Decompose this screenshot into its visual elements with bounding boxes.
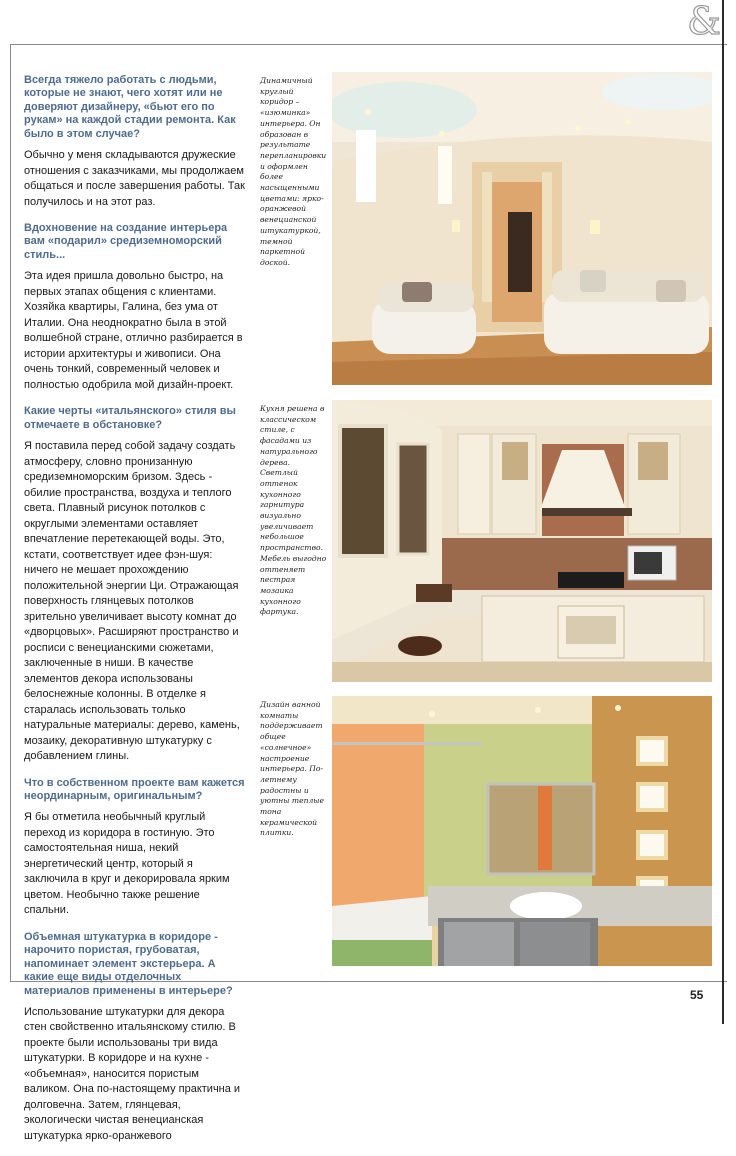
- question: Какие черты «итальянского» стиля вы отмечаете в обстановке?: [24, 405, 236, 431]
- question: Объемная штукатурка в коридоре - нарочито пористая, грубоватая, напоминает элемент экстерьера. А какие еще виды отделочных материалов применены в интерьере?: [24, 930, 233, 997]
- interview-column: [24, 74, 246, 1156]
- question: Вдохновение на создание интерьера вам «подарил» средиземноморский стиль...: [24, 222, 228, 261]
- kitchen-photo: [332, 400, 712, 682]
- bathroom-photo: [332, 696, 712, 966]
- qa-block: [24, 405, 246, 764]
- living-room-photo: [332, 72, 712, 385]
- answer: Эта идея пришла довольно быстро, на первых этапах общения с клиентами. Хозяйка квартиры, Галина, без ума от Италии. Она неоднократно была в этой волшебной стране, отлично разбирается в истории архитектуры и живописи. Она очень тонкий, современный человек и полностью одобрила мой дизайн-проект.: [24, 270, 243, 391]
- qa-block: [24, 74, 246, 210]
- ampersand-logo: &: [687, 0, 721, 43]
- page-number: 55: [690, 988, 704, 1002]
- photo-caption-bathroom: Дизайн ванной комнаты поддерживает общее «солнечное» настроение интерьера. По-летнему радостны и уютны теплые тона керамической плитки.: [260, 700, 324, 838]
- page-edge-line: [722, 0, 724, 1024]
- photo-caption-corridor: Динамичный круглый коридор – «изюминка» интерьера. Он образован в результате перепланировки и оформлен более насыщенными цветами: ярко-оранжевой венецианской штукатуркой, темной паркетной доской.: [260, 76, 327, 267]
- question: Что в собственном проекте вам кажется неординарным, оригинальным?: [24, 776, 245, 802]
- answer: Я бы отметила необычный круглый переход из коридора в гостиную. Это самостоятельная ниша, некий энергетический центр, который я заключила в круг и декорировала ярким цветом. Необычно также решение спальни.: [24, 811, 230, 917]
- qa-block: [24, 222, 246, 393]
- answer: Я поставила перед собой задачу создать атмосферу, словно пронизанную средиземноморским бризом. Здесь - обилие пространства, воздуха и теплого света. Плавный рисунок потолков с округлыми элементами оставляет впечатление перетекающей воды. Это, кстати, соответствует идее фэн-шуя: ничего не мешает прохождению положительной энергии Ци. Отражающая поверхность глянцевых потолков зрительно увеличивает высоту комнат до «дворцовых». Расширяют пространство и росписи с венецианскими сюжетами, заключенные в ниши. В качестве элементов декора использованы белоснежные колонны. В отделке я старалась использовать только натуральные материалы: дерево, камень, мозаику, декоративную штукатурку с добавлением глины.: [24, 440, 240, 763]
- photo-caption-kitchen: Кухня решена в классическом стиле, с фасадами из натурального дерева. Светлый оттенок кухонного гарнитура визуально увеличивает небольшое пространство. Мебель выгодно оттеняет пестрая мозаика кухонного фартука.: [260, 404, 327, 617]
- qa-block: [24, 777, 246, 919]
- qa-block: [24, 931, 246, 1145]
- answer: Обычно у меня складываются дружеские отношения с заказчиками, мы продолжаем общаться и после завершения работы. Так получилось и на этот раз.: [24, 149, 245, 208]
- answer: Использование штукатурки для декора стен свойственно итальянскому стилю. В проекте были использованы три вида штукатурки. В коридоре и на кухне - «объемная», наносится пористым валиком. Она по-настоящему практична и долговечна. Затем, глянцевая, экологически чистая венецианская штукатурка ярко-оранжевого: [24, 1005, 241, 1142]
- question: Всегда тяжело работать с людьми, которые не знают, чего хотят или не доверяют дизайнеру, «бьют его по рукам» на каждой стадии ремонта. Как было в этом случае?: [24, 74, 236, 140]
